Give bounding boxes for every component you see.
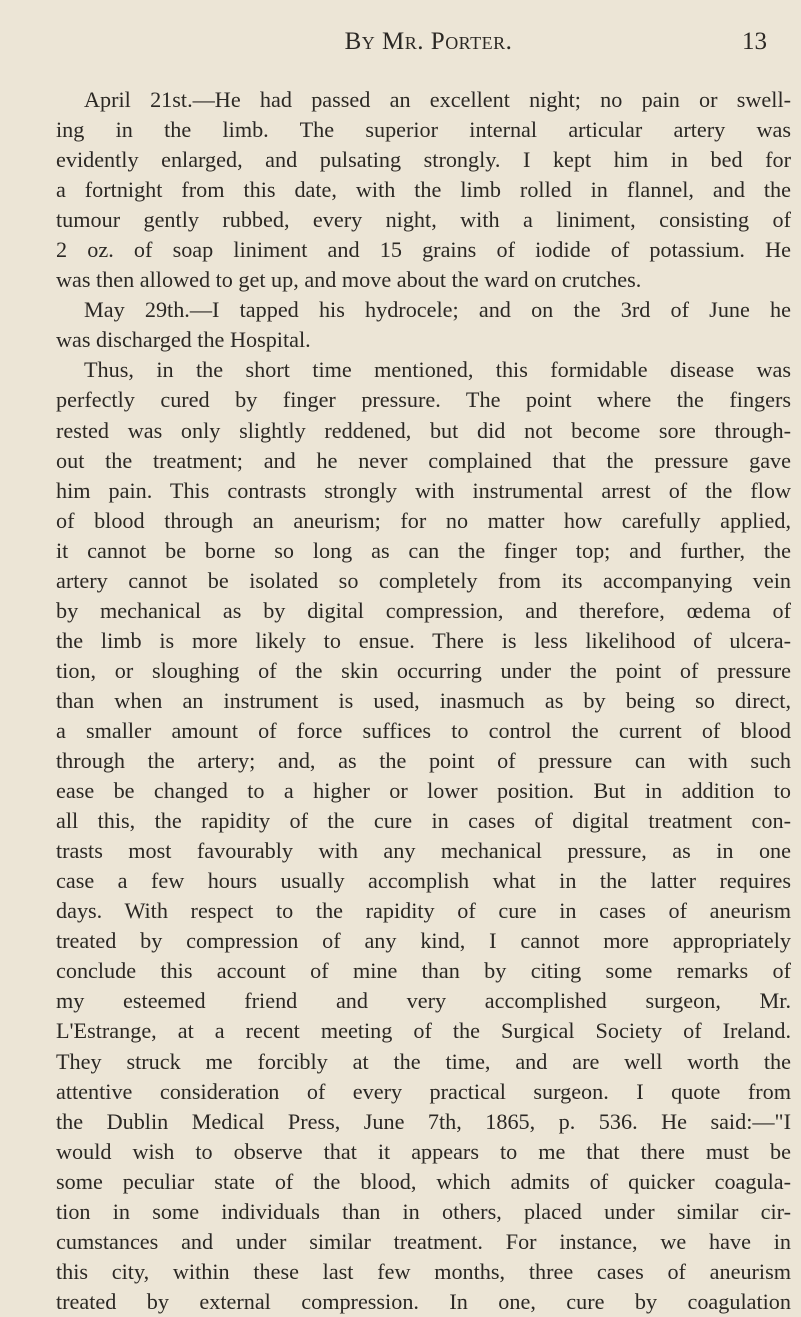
text-line: L'Estrange, at a recent meeting of the Surgical Society of Ireland.: [56, 1018, 791, 1044]
text-line: some peculiar state of the blood, which admits of quicker coagula-: [56, 1168, 791, 1194]
text-line: 2 oz. of soap liniment and 15 grains of iodide of potassium. He: [56, 237, 791, 263]
text-line: May 29th.—I tapped his hydrocele; and on the 3rd of June he: [84, 297, 791, 323]
text-line: than when an instrument is used, inasmuch as by being so direct,: [56, 687, 791, 713]
text-line: treated by compression of any kind, I cannot more appropriately: [56, 928, 791, 954]
paragraph-1: [56, 85, 791, 295]
text-line: out the treatment; and he never complained that the pressure gave: [56, 447, 791, 473]
running-title: By Mr. Porter.: [344, 28, 513, 55]
text-line: attentive consideration of every practical surgeon. I quote from: [56, 1078, 791, 1104]
text-line: of blood through an aneurism; for no matter how carefully applied,: [56, 507, 791, 533]
text-line: all this, the rapidity of the cure in cases of digital treatment con-: [56, 808, 791, 834]
body-text: [56, 85, 791, 1317]
text-line: They struck me forcibly at the time, and are well worth the: [56, 1048, 791, 1074]
text-line: my esteemed friend and very accomplished surgeon, Mr.: [56, 988, 791, 1014]
text-line: by mechanical as by digital compression, and therefore, œdema of: [56, 597, 791, 623]
paragraph-3: [56, 355, 791, 1317]
text-line: it cannot be borne so long as can the finger top; and further, the: [56, 537, 791, 563]
text-line: conclude this account of mine than by citing some remarks of: [56, 958, 791, 984]
page-number: 13: [742, 28, 767, 55]
text-line: ease be changed to a higher or lower position. But in addition to: [56, 778, 791, 804]
text-line: treated by external compression. In one, cure by coagulation: [56, 1288, 791, 1314]
text-line: ing in the limb. The superior internal articular artery was: [56, 117, 791, 143]
text-line: trasts most favourably with any mechanical pressure, as in one: [56, 838, 791, 864]
text-line: tion, or sloughing of the skin occurring under the point of pressure: [56, 657, 791, 683]
text-line: tumour gently rubbed, every night, with a liniment, consisting of: [56, 207, 791, 233]
text-line: April 21st.—He had passed an excellent night; no pain or swell-: [84, 87, 791, 112]
text-line: was then allowed to get up, and move about the ward on crutches.: [56, 267, 642, 293]
text-line: him pain. This contrasts strongly with instrumental arrest of the flow: [56, 477, 791, 503]
text-line: the limb is more likely to ensue. There is less likelihood of ulcera-: [56, 627, 791, 653]
text-line: this city, within these last few months, three cases of aneurism: [56, 1258, 791, 1284]
text-line: artery cannot be isolated so completely from its accompanying vein: [56, 567, 791, 593]
text-line: perfectly cured by finger pressure. The point where the fingers: [56, 387, 791, 413]
text-line: a fortnight from this date, with the limb rolled in flannel, and the: [56, 177, 791, 203]
text-line: would wish to observe that it appears to me that there must be: [56, 1138, 791, 1164]
text-line: case a few hours usually accomplish what in the latter requires: [56, 868, 791, 894]
text-line: was discharged the Hospital.: [56, 327, 311, 353]
text-line: days. With respect to the rapidity of cure in cases of aneurism: [56, 898, 791, 924]
paragraph-2: [56, 295, 791, 355]
text-line: the Dublin Medical Press, June 7th, 1865, p. 536. He said:—"I: [56, 1108, 791, 1134]
running-head: [90, 28, 767, 62]
text-line: Thus, in the short time mentioned, this formidable disease was: [84, 357, 791, 383]
text-line: tion in some individuals than in others, placed under similar cir-: [56, 1198, 791, 1224]
text-line: a smaller amount of force suffices to control the current of blood: [56, 717, 791, 743]
text-line: evidently enlarged, and pulsating strongly. I kept him in bed for: [56, 147, 791, 173]
text-line: rested was only slightly reddened, but did not become sore through-: [56, 417, 791, 443]
text-line: cumstances and under similar treatment. For instance, we have in: [56, 1228, 791, 1254]
text-line: through the artery; and, as the point of pressure can with such: [56, 748, 791, 774]
